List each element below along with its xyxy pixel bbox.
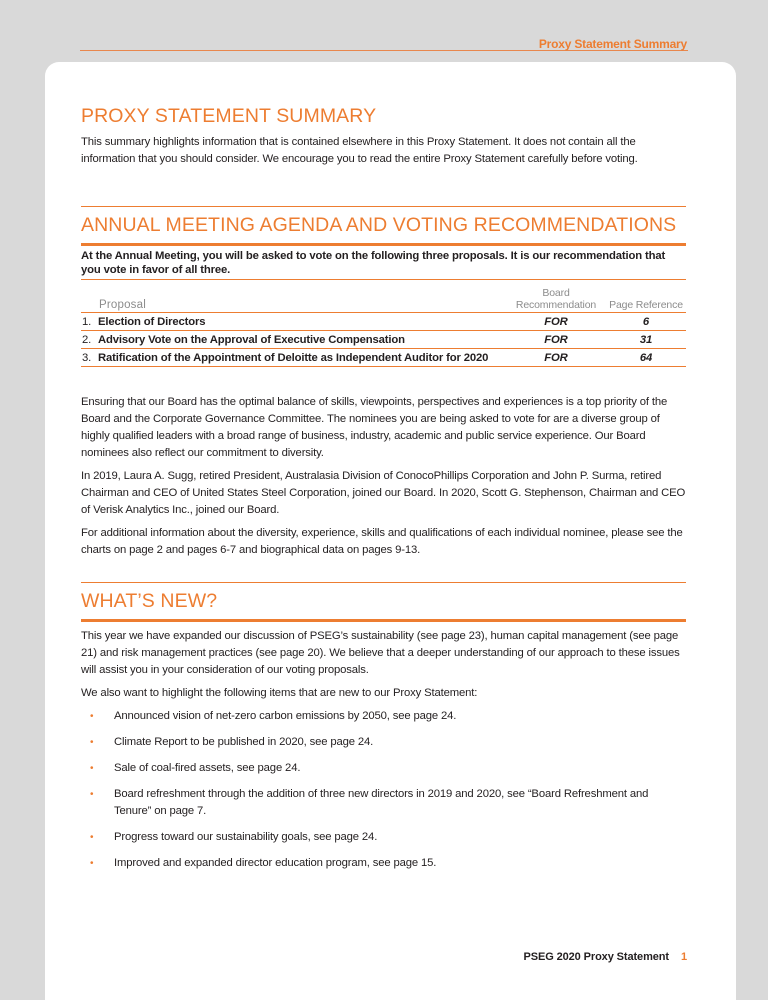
list-item — [81, 734, 687, 751]
list-item-text: Announced vision of net-zero carbon emissions by 2050, see page 24. — [114, 710, 457, 722]
bullet-icon: • — [90, 789, 94, 800]
document-page — [45, 62, 736, 1000]
list-item-text: Improved and expanded director education program, see page 15. — [114, 857, 437, 869]
proposal-number: 2. — [81, 331, 95, 349]
proposal-recommendation: FOR — [506, 331, 606, 349]
bullet-icon: • — [90, 711, 94, 722]
table-row — [81, 349, 686, 367]
bullet-icon: • — [90, 832, 94, 843]
agenda-intro: At the Annual Meeting, you will be asked to vote on the following three proposals. It is our recommendation that you vote in favor of all three. — [81, 250, 666, 276]
table-row — [81, 313, 686, 331]
bullet-icon: • — [90, 858, 94, 869]
section-divider — [81, 206, 686, 207]
new-directors-paragraph: In 2019, Laura A. Sugg, retired President, Australasia Division of ConocoPhillips Corporation and John P. Surma, retired Chairman and CEO of United States Steel Corporation, joined our Board. In 2020, Scott G. Stephenson, Chairman and CEO of Verisk Analytics Inc., joined our Board. — [81, 470, 686, 516]
bullet-icon: • — [90, 763, 94, 774]
page-footer — [45, 951, 687, 963]
list-item — [81, 708, 687, 725]
whats-new-lead: We also want to highlight the following items that are new to our Proxy Statement: — [81, 687, 478, 699]
proposal-page: 6 — [606, 313, 686, 331]
proposal-recommendation: FOR — [506, 313, 606, 331]
proposal-recommendation: FOR — [506, 349, 606, 367]
whats-new-list — [81, 708, 687, 881]
header-page-reference: Page Reference — [606, 287, 686, 313]
summary-body: This summary highlights information that is contained elsewhere in this Proxy Statement. It does not contain all the information that you should consider. We encourage you to read the entire Proxy Statement carefully before voting. — [81, 136, 638, 165]
bullet-icon: • — [90, 737, 94, 748]
list-item-text: Sale of coal-fired assets, see page 24. — [114, 762, 301, 774]
proposal-page: 64 — [606, 349, 686, 367]
section-title-underline — [81, 243, 686, 246]
section-divider — [81, 582, 686, 583]
proposal-number: 3. — [81, 349, 95, 367]
board-balance-paragraph: Ensuring that our Board has the optimal balance of skills, viewpoints, perspectives and experiences is a top priority of the Board and the Corporate Governance Committee. The nominees you are being asked to vote for are a diverse group of highly qualified leaders with a broad range of business, industry, academic and public service experience. Our Board nominees also reflect our commitment to diversity. — [81, 396, 668, 459]
list-item — [81, 786, 687, 820]
page-number: 1 — [680, 951, 687, 963]
additional-info-paragraph: For additional information about the diversity, experience, skills and qualifications of each individual nominee, please see the charts on page 2 and pages 6-7 and biographical data on pages 9-13. — [81, 527, 683, 556]
whats-new-intro: This year we have expanded our discussion of PSEG’s sustainability (see page 23), human capital management (see page 21) and risk management practices (see page 20). We believe that a deeper understanding of our approach to these issues will assist you in your consideration of our voting proposals. — [81, 630, 680, 676]
list-item — [81, 760, 687, 777]
running-header-title: Proxy Statement Summary — [538, 37, 687, 51]
list-item-text: Climate Report to be published in 2020, see page 24. — [114, 736, 374, 748]
section-title-underline — [81, 619, 686, 622]
list-item-text: Board refreshment through the addition of three new directors in 2019 and 2020, see “Board Refreshment and Tenure” on page 7. — [114, 788, 649, 817]
header-proposal: Proposal — [81, 287, 506, 313]
summary-title: PROXY STATEMENT SUMMARY — [81, 105, 377, 127]
header-recommendation: Board Recommendation — [506, 287, 606, 313]
table-header-row — [81, 287, 686, 313]
list-item — [81, 829, 687, 846]
proposal-page: 31 — [606, 331, 686, 349]
proposal-number: 1. — [81, 313, 95, 331]
table-row — [81, 331, 686, 349]
running-header — [80, 34, 688, 51]
proposal-title: Ratification of the Appointment of Deloitte as Independent Auditor for 2020 — [95, 349, 506, 367]
whats-new-title: WHAT’S NEW? — [81, 590, 218, 612]
proposals-table — [81, 287, 686, 367]
proposal-title: Advisory Vote on the Approval of Executive Compensation — [95, 331, 506, 349]
footer-title: PSEG 2020 Proxy Statement — [523, 951, 669, 963]
list-item — [81, 855, 687, 872]
intro-divider — [81, 279, 686, 280]
agenda-title: ANNUAL MEETING AGENDA AND VOTING RECOMMENDATIONS — [81, 214, 677, 236]
proposal-title: Election of Directors — [95, 313, 506, 331]
list-item-text: Progress toward our sustainability goals, see page 24. — [114, 831, 378, 843]
